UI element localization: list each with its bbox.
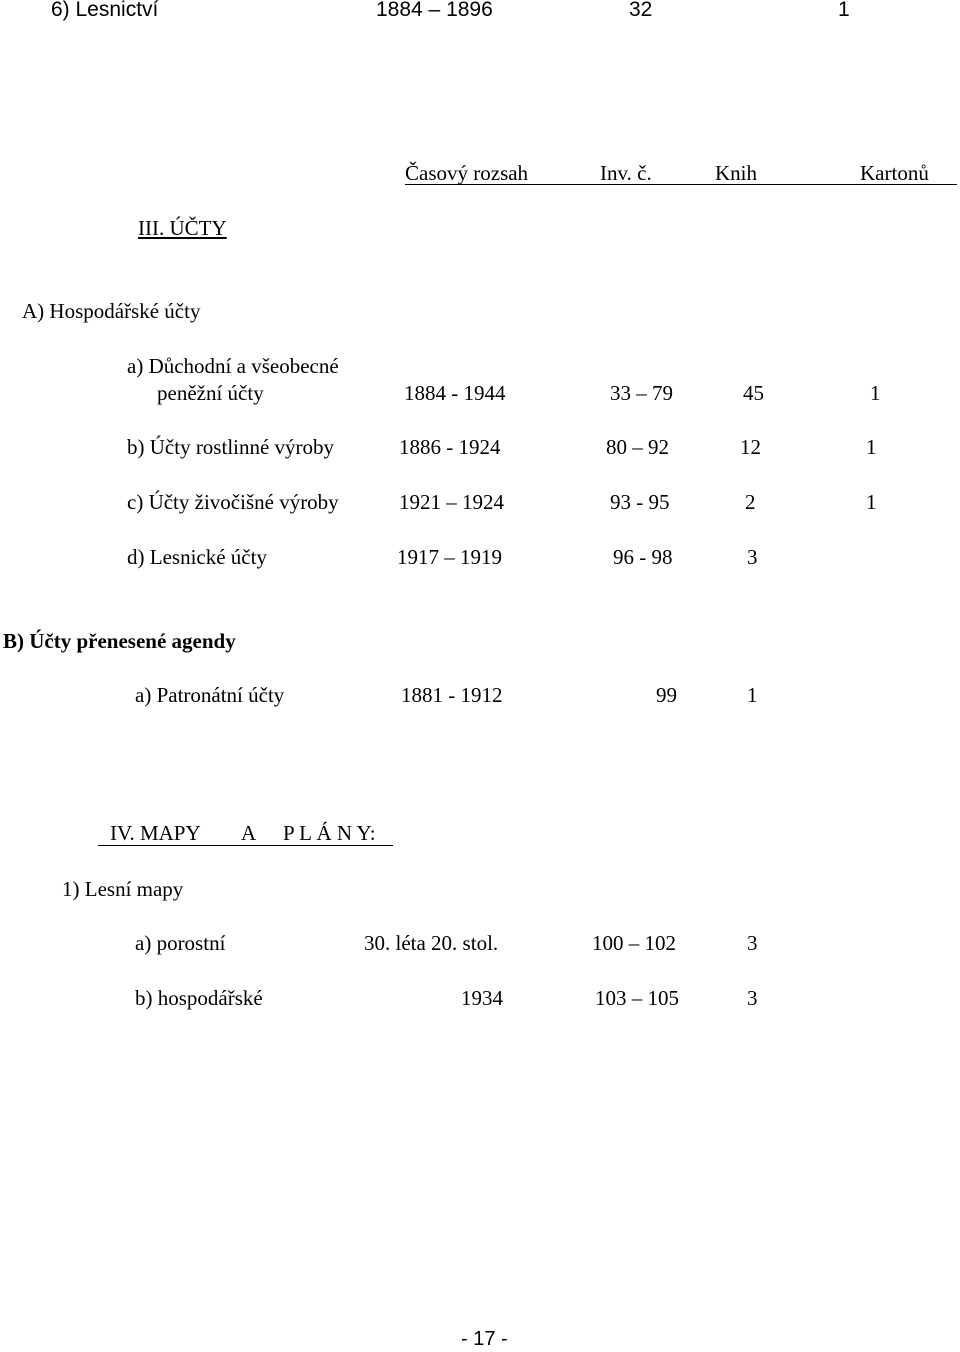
row-inv: 93 - 95 [610, 490, 670, 514]
row-inv: 33 – 79 [610, 381, 673, 405]
row-inv: 100 – 102 [592, 931, 676, 955]
row-inv: 80 – 92 [606, 435, 669, 459]
row-label: d) Lesnické účty [127, 545, 267, 569]
group-a-title: A) Hospodářské účty [22, 299, 201, 323]
row-inv: 103 – 105 [595, 986, 679, 1010]
row-label: a) Patronátní účty [135, 683, 285, 707]
row-label: c) Účty živočišné výroby [127, 490, 339, 514]
row-books: 1 [747, 683, 758, 707]
page-number: - 17 - [461, 1328, 508, 1350]
row-inv: 99 [656, 683, 677, 707]
row-books: 12 [740, 435, 761, 459]
row-books: 3 [747, 931, 758, 955]
row-books: 2 [745, 490, 756, 514]
group-b-title: B) Účty přenesené agendy [3, 629, 236, 653]
row-books: 45 [743, 381, 764, 405]
top-row-range: 1884 – 1896 [376, 0, 493, 21]
header-time-range: Časový rozsah [405, 161, 529, 185]
row-range: 1881 - 1912 [401, 683, 503, 707]
header-cartons: Kartonů [860, 161, 929, 185]
row-label: b) Účty rostlinné výroby [127, 435, 335, 459]
row-range: 1884 - 1944 [404, 381, 506, 405]
section-4-title-part-3: P L Á N Y: [283, 821, 376, 845]
row-cartons: 1 [866, 435, 877, 459]
row-label: b) hospodářské [135, 986, 263, 1010]
section-4-underline [98, 845, 393, 846]
section-4-subtitle: 1) Lesní mapy [62, 877, 184, 901]
row-books: 3 [747, 986, 758, 1010]
top-row-cartons: 1 [838, 0, 850, 21]
row-cartons: 1 [870, 381, 881, 405]
section-4-title-part-1: IV. MAPY [110, 821, 201, 845]
row-range: 1917 – 1919 [397, 545, 502, 569]
row-cartons: 1 [866, 490, 877, 514]
top-row-inv: 32 [629, 0, 653, 21]
row-range: 1921 – 1924 [399, 490, 504, 514]
row-label: a) porostní [135, 931, 226, 955]
row-range: 1886 - 1924 [399, 435, 501, 459]
row-label-cont: peněžní účty [157, 381, 264, 405]
row-range: 1934 [461, 986, 503, 1010]
header-books: Knih [715, 161, 757, 185]
top-row-label: 6) Lesnictví [51, 0, 159, 21]
header-underline [405, 184, 957, 185]
row-range: 30. léta 20. stol. [364, 931, 499, 955]
row-label: a) Důchodní a všeobecné [127, 354, 339, 378]
section-4-title-part-2: A [241, 821, 257, 845]
header-inv: Inv. č. [600, 161, 652, 185]
section-3-title: III. ÚČTY [138, 216, 227, 240]
row-inv: 96 - 98 [613, 545, 673, 569]
row-books: 3 [747, 545, 758, 569]
